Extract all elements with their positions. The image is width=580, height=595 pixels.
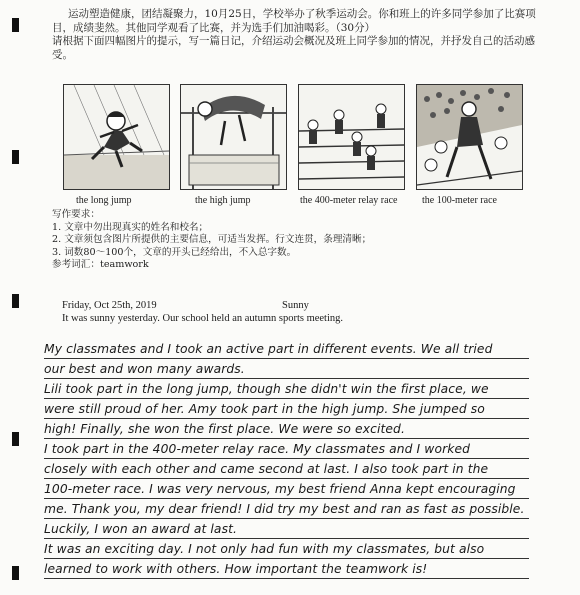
handwritten-line: our best and won many awards.	[44, 362, 245, 376]
diary-opening-sentence: It was sunny yesterday. Our school held an autumn sports meeting.	[62, 313, 344, 324]
requirement-item: 3. 词数80～100个，文章的开头已经给出，不入总字数。	[52, 246, 297, 258]
picture-100m-race	[416, 84, 523, 190]
handwritten-line: My classmates and I took an active part in different events. We all tried	[44, 342, 493, 356]
handwritten-line: I took part in the 400-meter relay race. My classmates and I worked	[44, 442, 471, 456]
margin-mark	[12, 566, 19, 580]
relay-race-illustration	[299, 85, 404, 189]
writing-requirements	[52, 209, 371, 272]
handwritten-line: were still proud of her. Amy took part in the high jump. She jumped so	[44, 402, 485, 416]
hundred-meter-race-illustration	[417, 85, 522, 189]
prompt-paragraph-2: 请根据下面四幅图片的提示，写一篇日记，介绍运动会概况及班上同学参加的情况，并抒发自己的活动感受。	[52, 35, 535, 61]
writing-rule	[44, 518, 529, 519]
diary-date: Friday, Oct 25th, 2019	[62, 300, 157, 311]
handwritten-line: Luckily, I won an award at last.	[44, 522, 238, 536]
requirement-item: 1. 文章中勿出现真实的姓名和校名；	[52, 221, 209, 233]
margin-mark	[12, 432, 19, 446]
writing-rule	[44, 478, 529, 479]
prompt-paragraph-1: 运动塑造健康，团结凝聚力，10月25日，学校举办了秋季运动会。你和班上的许多同学参加了比赛项目，成绩斐然。其他同学观看了比赛，并为选手们加油喝彩。（30分）	[52, 8, 536, 34]
writing-prompt	[52, 8, 552, 62]
caption-relay-race: the 400-meter relay race	[300, 195, 398, 206]
writing-rule	[44, 418, 529, 419]
diary-weather: Sunny	[282, 300, 309, 311]
handwritten-line: me. Thank you, my dear friend! I did try my best and ran as fast as possible.	[44, 502, 525, 516]
caption-high-jump: the high jump	[195, 195, 251, 206]
writing-rule	[44, 578, 529, 579]
writing-rule	[44, 558, 529, 559]
handwritten-line: Lili took part in the long jump, though she didn't win the first place, we	[44, 382, 489, 396]
picture-relay-race	[298, 84, 405, 190]
margin-mark	[12, 294, 19, 308]
handwritten-line: high! Finally, she won the first place. We were so excited.	[44, 422, 405, 436]
reference-vocabulary: 参考词汇：teamwork	[52, 259, 149, 271]
handwritten-line: learned to work with others. How important the teamwork is!	[44, 562, 428, 576]
requirement-item: 2. 文章须包含图片所提供的主要信息，可适当发挥。行文连贯，条理清晰；	[52, 234, 372, 246]
picture-high-jump	[180, 84, 287, 190]
high-jump-illustration	[181, 85, 286, 189]
writing-rule	[44, 398, 529, 399]
writing-rule	[44, 498, 529, 499]
handwritten-line: closely with each other and came second at last. I also took part in the	[44, 462, 489, 476]
writing-rule	[44, 458, 529, 459]
writing-rule	[44, 378, 529, 379]
caption-100m-race: the 100-meter race	[422, 195, 497, 206]
writing-rule	[44, 358, 529, 359]
handwritten-line: 100-meter race. I was very nervous, my best friend Anna kept encouraging	[44, 482, 516, 496]
writing-rule	[44, 438, 529, 439]
picture-long-jump	[63, 84, 170, 190]
long-jump-illustration	[64, 85, 169, 189]
requirements-heading: 写作要求：	[52, 209, 100, 220]
handwritten-line: It was an exciting day. I not only had fun with my classmates, but also	[44, 542, 485, 556]
writing-rule	[44, 538, 529, 539]
caption-long-jump: the long jump	[76, 195, 132, 206]
margin-mark	[12, 18, 19, 32]
margin-mark	[12, 150, 19, 164]
